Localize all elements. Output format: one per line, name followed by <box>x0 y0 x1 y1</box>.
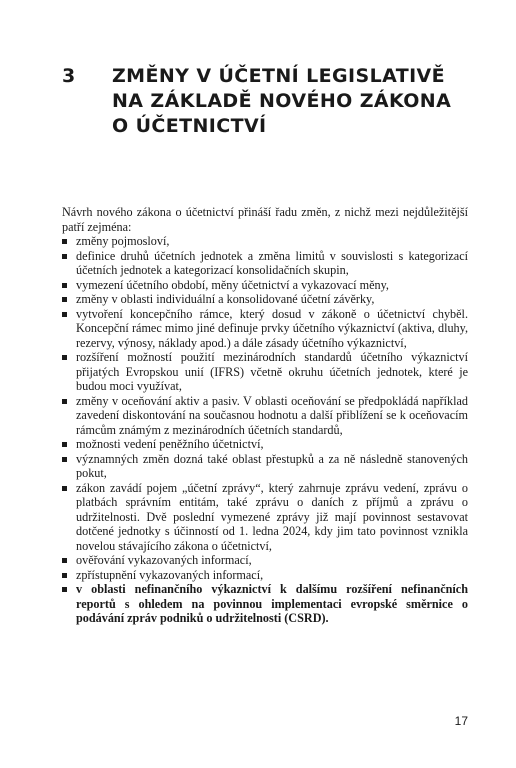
square-bullet-icon <box>62 573 67 578</box>
list-item <box>62 292 468 307</box>
list-item <box>62 278 468 293</box>
page-number: 17 <box>454 714 468 728</box>
square-bullet-icon <box>62 297 67 302</box>
square-bullet-icon <box>62 486 67 491</box>
list-item <box>62 452 468 481</box>
square-bullet-icon <box>62 254 67 259</box>
square-bullet-icon <box>62 355 67 360</box>
square-bullet-icon <box>62 399 67 404</box>
list-item-text: změny v oceňování aktiv a pasiv. V oblasti oceňování se předpokládá například zavedení diskontování na současnou hodnotu a další přiblížení se k oceňovacím rámcům známým z mezinárodních účetních standardů, <box>76 393 468 437</box>
list-item-text: v oblasti nefinančního výkaznictví k dalšímu rozšíření nefinančních reportů s ohledem na povinnou implementaci evropské směrnice o podávání zpráv podniků o udržitelnosti (CSRD). <box>76 582 468 625</box>
list-item <box>62 234 468 249</box>
list-item-text: změny pojmosloví, <box>76 234 170 248</box>
square-bullet-icon <box>62 312 67 317</box>
list-item-text: zákon zavádí pojem „účetní zprávy“, který zahrnuje zprávu vedení, zprávu o platbách správním entitám, také zprávu o daních z příjmů a zprávu o udržitelnosti. Dvě poslední vymezené zprávy již mají povinnost sestavovat dotčené jednotky s účinností od 1. ledna 2024, kdy jim tato povinnost vznikla novelou stávajícího zákona o účetnictví, <box>76 480 468 553</box>
square-bullet-icon <box>62 558 67 563</box>
list-item <box>62 553 468 568</box>
square-bullet-icon <box>62 587 67 592</box>
list-item <box>62 437 468 452</box>
list-item-text: významných změn dozná také oblast přestupků a za ně následně stanovených pokut, <box>76 451 468 480</box>
list-item-text: vytvoření koncepčního rámce, který dosud v zákoně o účetnictví chyběl. Koncepční rámec mimo jiné definuje prvky účetního výkaznictví (aktiva, dluhy, rezervy, výnosy, náklady apod.) a dále zásady účetního výkaznictví, <box>76 306 468 350</box>
list-item-text: definice druhů účetních jednotek a změna limitů v souvislosti s kategorizací účetních jednotek a kategorizací konsolidačních skupin, <box>76 248 468 277</box>
square-bullet-icon <box>62 239 67 244</box>
list-item <box>62 307 468 351</box>
chapter-title <box>112 64 462 139</box>
list-item-text: rozšíření možností použití mezinárodních standardů účetního výkaznictví přijatých Evropskou unií (IFRS) včetně okruhu účetních jednotek, které je budou moci využívat, <box>76 350 468 393</box>
changes-list <box>62 234 468 626</box>
square-bullet-icon <box>62 283 67 288</box>
chapter-title-line: NA ZÁKLADĚ NOVÉHO ZÁKONA <box>112 90 452 112</box>
list-item <box>62 481 468 554</box>
chapter-title-line: O ÚČETNICTVÍ <box>112 115 267 137</box>
square-bullet-icon <box>62 457 67 462</box>
list-item-text: ověřování vykazovaných informací, <box>76 553 252 567</box>
list-item-text: vymezení účetního období, měny účetnictví a vykazovací měny, <box>76 277 389 292</box>
square-bullet-icon <box>62 442 67 447</box>
chapter-number: 3 <box>62 65 76 87</box>
list-item <box>62 249 468 278</box>
list-item <box>62 582 468 626</box>
list-item-text: možnosti vedení peněžního účetnictví, <box>76 437 264 451</box>
chapter-title-line: ZMĚNY V ÚČETNÍ LEGISLATIVĚ <box>112 65 446 87</box>
body-text <box>62 205 468 626</box>
list-item <box>62 568 468 583</box>
list-item-text: změny v oblasti individuální a konsolidované účetní závěrky, <box>76 292 375 306</box>
intro-paragraph: Návrh nového zákona o účetnictví přináší řadu změn, z nichž mezi nejdůležitější patří zejména: <box>62 205 468 234</box>
list-item-text: zpřístupnění vykazovaných informací, <box>76 567 264 582</box>
list-item <box>62 350 468 394</box>
list-item <box>62 394 468 438</box>
